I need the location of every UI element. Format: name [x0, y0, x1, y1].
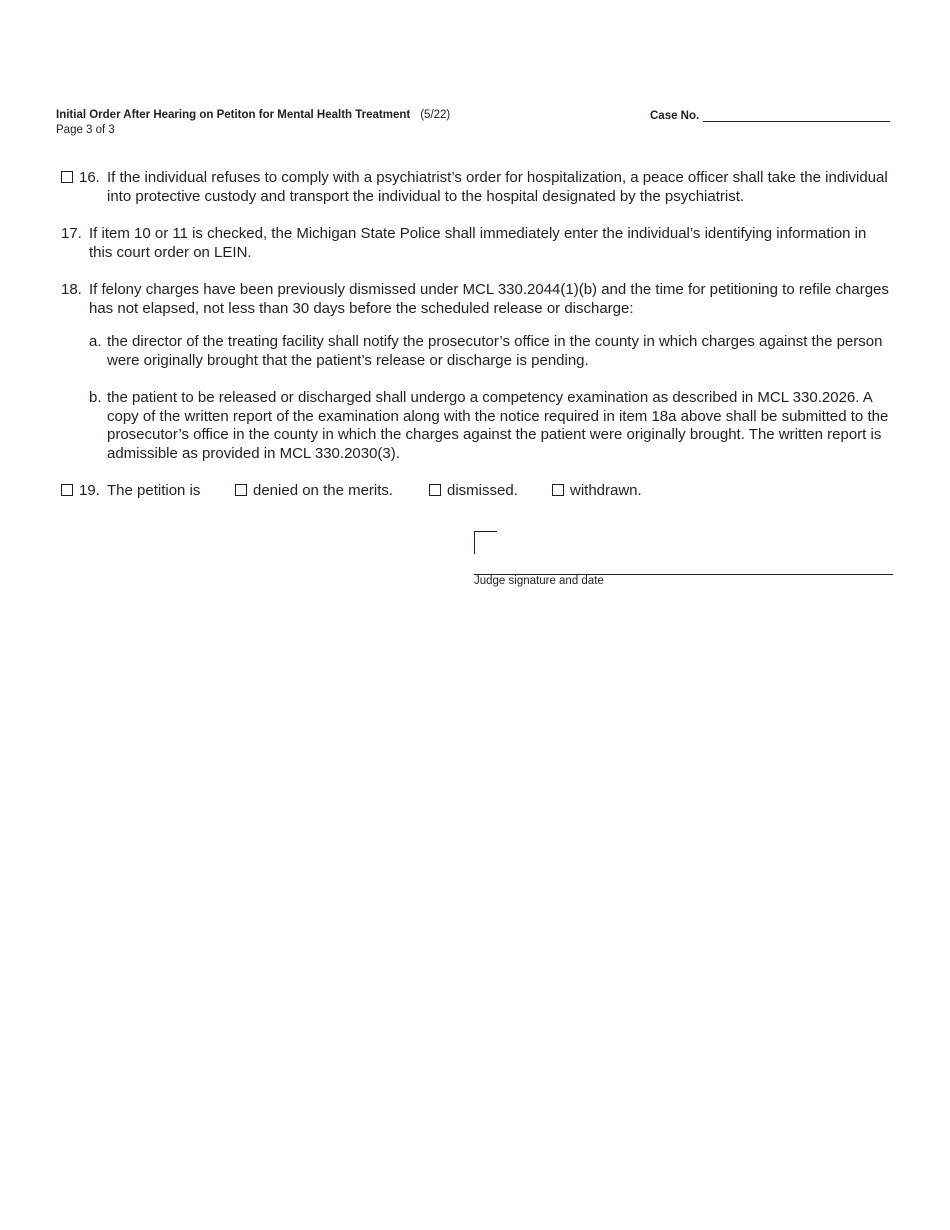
item18b-text: the patient to be released or discharged shall undergo a competency examination as described in MCL 330.2026. A copy of the written report of the examination along with the notice required in item 18a above shall be submitted to the prosecutor’s office in the county in which the charges against the patient were originally brought. The written report is admissible as provided in MCL 330.2030(3). [107, 389, 889, 462]
item19-checkbox[interactable] [61, 484, 73, 496]
item18-text: If felony charges have been previously dismissed under MCL 330.2044(1)(b) and the time for petitioning to refile charges has not elapsed, not less than 30 days before the scheduled release or discharge: [89, 281, 889, 317]
form-title [56, 109, 450, 121]
item17-text: If item 10 or 11 is checked, the Michigan State Police shall immediately enter the individual’s identifying information in this court order on LEIN. [89, 225, 867, 261]
item18a-text: the director of the treating facility shall notify the prosecutor’s office in the county in which charges against the person were originally brought that the patient’s release or discharge is pending. [107, 333, 883, 369]
dismissed-checkbox[interactable] [429, 484, 441, 496]
item18b-letter: b. [89, 389, 102, 406]
item16-text: If the individual refuses to comply with a psychiatrist’s order for hospitalization, a peace officer shall take the individual into protective custody and transport the individual to the hospital designated by the psychiatrist. [107, 169, 888, 205]
dismissed-label: dismissed. [447, 482, 518, 499]
form-revision: (5/22) [420, 109, 451, 121]
form-title-text: Initial Order After Hearing on Petiton for Mental Health Treatment [56, 109, 411, 121]
judge-signature-label: Judge signature and date [474, 575, 604, 587]
item18a-letter: a. [89, 333, 102, 350]
withdrawn-checkbox[interactable] [552, 484, 564, 496]
denied-on-merits-checkbox[interactable] [235, 484, 247, 496]
denied-on-merits-label: denied on the merits. [253, 482, 394, 499]
item16-number: 16. [79, 169, 100, 186]
item18-number: 18. [61, 281, 82, 298]
withdrawn-label: withdrawn. [570, 482, 642, 499]
case-number-field[interactable] [703, 109, 890, 122]
item19-number: 19. [79, 482, 100, 499]
case-number-label: Case No. [650, 110, 700, 122]
case-number-block [650, 109, 890, 122]
item19-lead-text: The petition is [107, 482, 201, 499]
signature-area-corner [474, 531, 497, 554]
item16-checkbox[interactable] [61, 171, 73, 183]
page-number: Page 3 of 3 [56, 124, 115, 136]
item17-number: 17. [61, 225, 82, 242]
